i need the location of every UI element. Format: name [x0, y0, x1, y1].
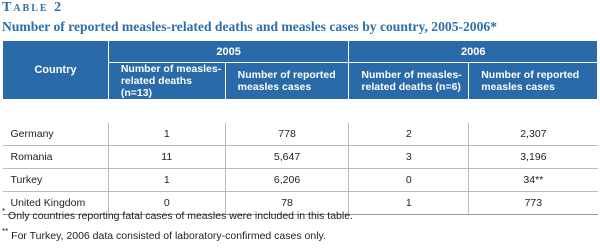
- cases-2006-cell: 3,196: [469, 146, 598, 169]
- measles-table: [2, 40, 598, 215]
- cases-2005-cell: 5,647: [225, 146, 349, 169]
- cases-2005-header: Number of reported measles cases: [225, 63, 349, 100]
- cases-2005-cell: 6,206: [225, 169, 349, 192]
- year-header-2005: 2005: [108, 41, 349, 63]
- cases-2006-cell: 34**: [469, 169, 598, 192]
- deaths-2006-cell: 0: [349, 169, 469, 192]
- footnote-1-mark: *: [2, 207, 6, 216]
- country-header: Country: [3, 41, 109, 100]
- cases-2006-cell: 2,307: [469, 123, 598, 146]
- footnote-1: [2, 207, 353, 222]
- country-cell: Germany: [3, 123, 109, 146]
- country-cell: Turkey: [3, 169, 109, 192]
- country-cell: Romania: [3, 146, 109, 169]
- table-row: [3, 146, 598, 169]
- cases-2006-header: Number of reported measles cases: [469, 63, 598, 100]
- deaths-2006-cell: 1: [349, 192, 469, 215]
- deaths-2005-cell: 11: [108, 146, 225, 169]
- deaths-2005-cell: 1: [108, 123, 225, 146]
- table-row: [3, 123, 598, 146]
- country-cell: United Kingdom: [3, 192, 109, 215]
- footnote-1-text: Only countries reporting fatal cases of measles were included in this table.: [8, 210, 353, 222]
- deaths-2005-header: Number of measles-related deaths (n=13): [108, 63, 225, 100]
- cases-2005-cell: 78: [225, 192, 349, 215]
- table-title: Number of reported measles-related deaths and measles cases by country, 2005-2006*: [2, 19, 497, 34]
- footnote-2-mark: **: [2, 227, 9, 236]
- deaths-2006-cell: 2: [349, 123, 469, 146]
- deaths-2006-cell: 3: [349, 146, 469, 169]
- table-row: [3, 169, 598, 192]
- table-label: Table 2: [2, 0, 64, 15]
- deaths-2005-cell: 0: [108, 192, 225, 215]
- cases-2005-cell: 778: [225, 123, 349, 146]
- cases-2006-cell: 773: [469, 192, 598, 215]
- deaths-2005-cell: 1: [108, 169, 225, 192]
- footnote-2: [2, 227, 326, 242]
- footnote-2-text: For Turkey, 2006 data consisted of laboratory-confirmed cases only.: [11, 230, 326, 242]
- deaths-2006-header: Number of measles-related deaths (n=6): [349, 63, 469, 100]
- year-header-2006: 2006: [349, 41, 598, 63]
